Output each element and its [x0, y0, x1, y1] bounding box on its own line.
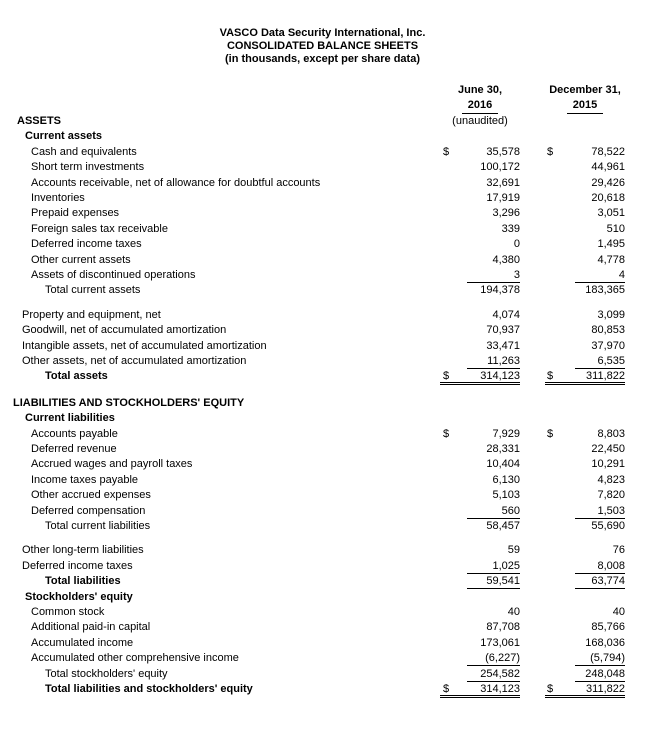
value-dec-2015: 311,822 — [586, 683, 625, 695]
table-row — [0, 396, 645, 411]
underline — [575, 651, 625, 666]
row-label: Cash and equivalents — [31, 145, 137, 158]
value-dec-2015: 78,522 — [591, 145, 625, 158]
value-june-2016: 35,578 — [486, 145, 520, 158]
underline — [467, 354, 520, 369]
table-row — [0, 323, 645, 338]
row-label: Accrued wages and payroll taxes — [31, 458, 193, 471]
underline — [467, 574, 520, 589]
row-label: Total current assets — [45, 284, 141, 297]
value-june-2016: 173,061 — [480, 636, 520, 649]
value-june-2016: 7,929 — [492, 427, 520, 440]
col1-line1: June 30, — [457, 84, 503, 96]
table-row — [0, 176, 645, 191]
table-row — [0, 559, 645, 574]
value-dec-2015: 29,426 — [591, 176, 625, 189]
underline — [467, 268, 520, 283]
value-june-2016: 0 — [513, 238, 520, 251]
value-june-2016: 314,123 — [480, 370, 520, 383]
dollar-sign: $ — [547, 427, 554, 440]
double-underline — [545, 369, 625, 385]
row-label: Prepaid expenses — [31, 207, 120, 220]
dollar-sign: $ — [443, 370, 450, 383]
row-label: ASSETS — [17, 115, 62, 127]
row-label: Common stock — [31, 606, 105, 618]
underline — [575, 559, 625, 574]
value-june-2016: 1,025 — [492, 559, 520, 572]
table-row — [0, 488, 645, 503]
table-row — [0, 191, 645, 206]
table-row — [0, 268, 645, 283]
table-row — [0, 574, 645, 589]
row-label: Goodwill, net of accumulated amortization — [22, 324, 227, 337]
row-label: Other long-term liabilities — [22, 544, 144, 557]
double-underline — [440, 369, 520, 385]
value-june-2016: 87,708 — [486, 621, 520, 634]
dollar-sign: $ — [443, 145, 450, 158]
value-dec-2015: 1,503 — [597, 504, 625, 517]
table-row — [0, 411, 645, 426]
value-dec-2015: 37,970 — [591, 339, 625, 352]
value-dec-2015: 63,774 — [591, 575, 625, 588]
row-label: LIABILITIES AND STOCKHOLDERS' EQUITY — [13, 396, 245, 409]
company-name: VASCO Data Security International, Inc. — [219, 27, 426, 39]
row-label: Other accrued expenses — [31, 489, 151, 502]
statement-title: CONSOLIDATED BALANCE SHEETS — [226, 40, 419, 52]
value-dec-2015: 311,822 — [586, 370, 625, 383]
table-row — [0, 543, 645, 558]
dollar-sign: $ — [547, 145, 554, 158]
dollar-sign: $ — [547, 683, 554, 695]
value-dec-2015: 55,690 — [591, 520, 625, 532]
row-label: Intangible assets, net of accumulated amortization — [22, 339, 267, 352]
table-row — [0, 308, 645, 323]
row-label: Total stockholders' equity — [45, 667, 168, 680]
row-label: Deferred income taxes — [31, 238, 142, 251]
table-row — [0, 253, 645, 268]
row-label: Accounts receivable, net of allowance for doubtful accounts — [31, 176, 321, 189]
value-dec-2015: (5,794) — [590, 652, 625, 665]
value-june-2016: 10,404 — [486, 458, 520, 471]
table-row — [0, 160, 645, 175]
col2-line1: December 31, — [549, 84, 621, 96]
value-dec-2015: 10,291 — [591, 458, 625, 471]
value-dec-2015: 20,618 — [591, 192, 625, 204]
table-row — [0, 354, 645, 369]
row-label: Deferred compensation — [31, 504, 146, 517]
table-row — [0, 457, 645, 472]
row-label: Deferred income taxes — [22, 559, 133, 572]
value-june-2016: 5,103 — [492, 489, 520, 502]
table-row — [0, 114, 645, 129]
row-label: Total liabilities — [45, 575, 121, 588]
table-row — [0, 473, 645, 488]
value-dec-2015: 510 — [606, 222, 625, 235]
value-dec-2015: 44,961 — [591, 161, 625, 174]
value-june-2016: 4,380 — [492, 253, 520, 266]
value-dec-2015: 3,051 — [597, 207, 625, 220]
value-june-2016: 560 — [501, 504, 520, 517]
value-dec-2015: 4,823 — [597, 473, 625, 486]
row-label: Total current liabilities — [45, 520, 151, 532]
table-row — [0, 442, 645, 457]
col2-line2: 2015 — [567, 98, 603, 114]
underline — [467, 651, 520, 666]
table-row — [0, 369, 645, 384]
row-label: Foreign sales tax receivable — [31, 222, 168, 235]
table-row — [0, 129, 645, 144]
value-dec-2015: 80,853 — [591, 324, 625, 337]
row-label: Property and equipment, net — [22, 308, 161, 321]
row-label: Total assets — [45, 370, 108, 383]
row-label: Current assets — [25, 130, 103, 143]
value-dec-2015: 6,535 — [597, 355, 625, 367]
table-row — [0, 339, 645, 354]
value-june-2016: 40 — [507, 606, 520, 618]
value-dec-2015: 22,450 — [591, 443, 625, 455]
table-row — [0, 636, 645, 651]
dollar-sign: $ — [443, 427, 450, 440]
value-june-2016: 11,263 — [487, 355, 520, 367]
dollar-sign: $ — [443, 683, 450, 695]
table-row — [0, 667, 645, 682]
row-label: Stockholders' equity — [25, 590, 133, 603]
underline — [575, 504, 625, 519]
value-dec-2015: 8,803 — [597, 427, 625, 440]
value-june-2016: 100,172 — [480, 161, 520, 174]
value-june-2016: 3,296 — [492, 207, 520, 220]
value-june-2016: (6,227) — [485, 652, 520, 665]
underline — [467, 667, 520, 682]
table-row — [0, 651, 645, 666]
row-label: Inventories — [31, 192, 85, 204]
table-row — [0, 237, 645, 252]
table-row — [0, 206, 645, 221]
row-label: Accounts payable — [31, 427, 118, 440]
table-row — [0, 283, 645, 298]
value-june-2016: 59 — [507, 544, 520, 557]
row-label: Accumulated income — [31, 636, 134, 649]
table-row — [0, 519, 645, 534]
table-row — [0, 427, 645, 442]
value-dec-2015: 168,036 — [585, 636, 625, 649]
value-june-2016: 58,457 — [486, 520, 520, 532]
value-dec-2015: 40 — [612, 606, 625, 618]
value-dec-2015: 76 — [612, 544, 625, 557]
table-row — [0, 605, 645, 620]
statement-subtitle: (in thousands, except per share data) — [225, 53, 420, 65]
value-dec-2015: 183,365 — [585, 284, 625, 297]
value-june-2016: 28,331 — [486, 443, 520, 455]
row-label: Deferred revenue — [31, 443, 117, 455]
underline — [575, 667, 625, 682]
row-label: Accumulated other comprehensive income — [31, 652, 239, 665]
table-row — [0, 590, 645, 605]
value-june-2016: 17,919 — [486, 192, 520, 204]
underline — [467, 504, 520, 519]
table-row — [0, 145, 645, 160]
row-label: Other assets, net of accumulated amortization — [22, 355, 247, 367]
underline — [467, 559, 520, 574]
underline — [575, 354, 625, 369]
row-label: Assets of discontinued operations — [31, 269, 196, 281]
value-june-2016: 3 — [513, 269, 520, 281]
table-row — [0, 620, 645, 635]
row-label: Other current assets — [31, 253, 131, 266]
dollar-sign: $ — [547, 370, 554, 383]
col1-line2: 2016 — [462, 98, 498, 114]
value-june-2016: 32,691 — [486, 176, 520, 189]
double-underline — [440, 682, 520, 698]
value-dec-2015: 1,495 — [597, 238, 625, 251]
row-label: Total liabilities and stockholders' equity — [45, 683, 253, 695]
value-dec-2015: 3,099 — [597, 308, 625, 321]
value-dec-2015: 4 — [618, 269, 625, 281]
value-june-2016: 314,123 — [480, 683, 520, 695]
row-label: Additional paid-in capital — [31, 621, 151, 634]
value-dec-2015: 4,778 — [597, 253, 625, 266]
double-underline — [545, 682, 625, 698]
value-june-2016: 59,541 — [486, 575, 520, 588]
value-dec-2015: 85,766 — [591, 621, 625, 634]
value-june-2016: 4,074 — [492, 308, 520, 321]
row-label: Income taxes payable — [31, 473, 139, 486]
table-row — [0, 682, 645, 697]
value-june-2016: 339 — [501, 222, 520, 235]
row-label: Short term investments — [31, 161, 145, 174]
value-dec-2015: 248,048 — [585, 667, 625, 680]
value-june-2016: 33,471 — [486, 339, 520, 352]
underline — [575, 574, 625, 589]
value-dec-2015: 7,820 — [597, 489, 625, 502]
table-row — [0, 504, 645, 519]
value-june-2016: 70,937 — [486, 324, 520, 337]
table-row — [0, 222, 645, 237]
value-june-2016: 6,130 — [492, 473, 520, 486]
value-june-2016: 254,582 — [480, 667, 520, 680]
col1-note: (unaudited) — [452, 115, 508, 127]
value-june-2016: 194,378 — [480, 284, 520, 297]
row-label: Current liabilities — [25, 412, 115, 425]
value-dec-2015: 8,008 — [597, 559, 625, 572]
underline — [575, 268, 625, 283]
column-header-dec-2015 — [540, 83, 630, 114]
